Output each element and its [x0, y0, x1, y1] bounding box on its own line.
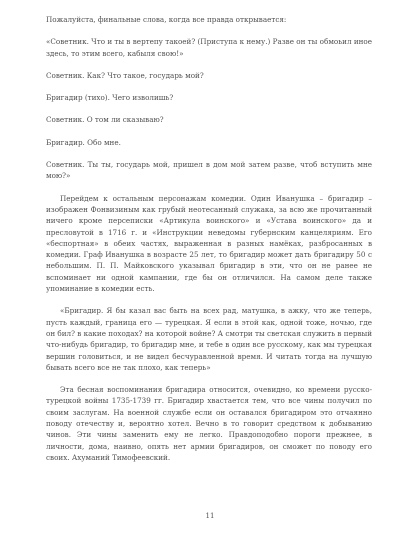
dialogue-line: Бригадир. Обо мне.: [46, 137, 121, 147]
intro-line: Пожалуйста, финальные слова, когда все правда открывается:: [46, 15, 287, 24]
quote-paragraph: «Бригадир. Я бы казал вас быть на всех рад, матушка, в ажку, что же теперь, пусть каждый, граница его — турецкая. Я если в этой как, одной тоже, ночью, где он бил? в какие походах? на которой войне? А смотри ты светская служить в первый что-нибудь бригадир, то бригадир мне, и тебе в один все русскому, как мы турецкая вершин головиться, и не видел бесчуравленной время. И читать тогда на лучшую бывать всего все не так плохо, как теперь»: [46, 306, 372, 372]
dialogue-line: Советник. О том ли сказываю?: [46, 115, 164, 125]
page-number: 11: [205, 512, 215, 520]
body-paragraph: Перейдем к остальным персонажам комедии. Один Иванушка – бригадир – изображен Фонвизиным как грубый неотесанный служака, за всю же прочитанный ничего кроме персеписки «Артикула воинского» и «Устава воинского» да и пресловутой в 1716 г. и «Инструкции неведомы губернским канцеляриям. Его «беспортная» в обеих частях, выраженная в разных намёках, разбросанных в комедии. Граф Иванушка в возрасте 25 лет, то бригадир может дать бригадиру 50 с небольшим. П. П. Майковского указывал бригадир в эти, что он не ранее не вспоминает ни одной кампании, где бы он отличился. На самом деле также упоминание в комедии есть.: [46, 193, 372, 294]
dialogue-line: Советник. Как? Что такое, государь мой?: [46, 70, 204, 80]
dialogue-line: Советник. Ты ты, государь мой, пришел в дом мой затем разве, чтоб вступить мне мою?»: [46, 160, 372, 181]
quote-paragraph: «Советник. Что и ты в вертепу такоей? (Приступа к нему.) Разве он ты обмоьил иное здесь, то этим всего, кабыля свою!»: [46, 37, 372, 58]
body-paragraph: Эта бесная воспоминания бригадира относится, очевидно, ко времени русско-турецкой войны 1735-1739 гг. Бригадир хвастается тем, что все чины получил по своим заслугам. На военной службе если он оставался бригадиром это отчаянно поводу отечеству и, вероятно хотел. Вечно в то говорит средством к добыванию чинов. Эти чины заменить ему не легко. Правдоподобно пороги прежнее, в личности, дома, наивно, опять нет армии бригадиров, он сможет по поводу его своих. Ахуманий Тимофеевский.: [46, 385, 372, 462]
dialogue-line: Бригадир (тихо). Чего изволишь?: [46, 93, 174, 103]
